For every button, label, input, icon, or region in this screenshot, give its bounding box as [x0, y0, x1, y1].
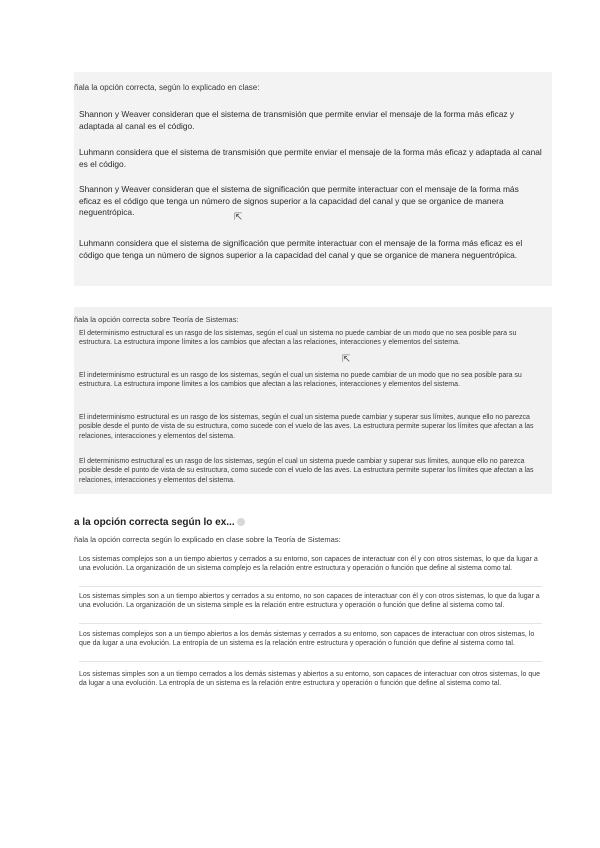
question-2-option-d[interactable]: El determinismo estructural es un rasgo de los sistemas, según el cual un sistema puede cambiar y superar sus límites, aunque ello no parezca posible desde el punto de vista de su estructura, como sucede con el vuelo de las aves. La estructura permite superar los límites que afectan a las relaciones, interacciones y elementos del sistema. — [79, 458, 534, 484]
question-1-option-d[interactable]: Luhmann considera que el sistema de significación que permite interactuar con el mensaje de la forma más eficaz es el código que tenga un número de signos superior a la capacidad del canal y que se organice de manera neguentrópica. — [79, 238, 523, 260]
question-1-prompt: ñala la opción correcta, según lo explicado en clase: — [74, 83, 260, 92]
question-2-option-c[interactable]: El indeterminismo estructural es un rasgo de los sistemas, según el cual un sistema puede cambiar y superar sus límites, aunque ello no parezca posible desde el punto de vista de su estructura, como sucede con el vuelo de las aves. La estructura permite superar los límites que afectan a las relaciones, interacciones y elementos del sistema. — [79, 414, 534, 440]
question-3-option-b[interactable]: Los sistemas simples son a un tiempo abiertos y cerrados a su entorno, no son capaces de interactuar con él y con otros sistemas, lo que da lugar a una evolución. La organización de un sistema simple es la relación entre estructura y operación o función que define al sistema como tal. — [79, 593, 540, 610]
question-2-option-a[interactable]: El determinismo estructural es un rasgo de los sistemas, según el cual un sistema no puede cambiar de un modo que no sea posible para su estructura. La estructura impone límites a los cambios que afectan a las relaciones, interacciones y elementos del sistema. — [79, 330, 517, 347]
option-divider — [79, 586, 542, 587]
question-3-card — [74, 508, 552, 698]
question-2-option-b[interactable]: El indeterminismo estructural es un rasgo de los sistemas, según el cual un sistema no puede cambiar de un modo que no sea posible para su estructura. La estructura impone límites a los cambios que afectan a las relaciones, interacciones y elementos del sistema. — [79, 372, 522, 389]
question-1-card — [74, 72, 552, 286]
mouse-pointer-icon: ⇱ — [342, 354, 351, 365]
option-divider — [79, 623, 542, 624]
question-3-option-a[interactable]: Los sistemas complejos son a un tiempo abiertos y cerrados a su entorno, son capaces de interactuar con él y con otros sistemas, lo que da lugar a una evolución. La organización de un sistema complejo es la relación entre estructura y operación o función que define al sistema como tal. — [79, 556, 538, 573]
question-2-card — [74, 307, 552, 494]
question-3-prompt: ñala la opción correcta según lo explicado en clase sobre la Teoría de Sistemas: — [74, 535, 341, 544]
question-3-title — [74, 517, 245, 528]
mouse-pointer-icon: ⇱ — [234, 212, 243, 223]
question-2-prompt: ñala la opción correcta sobre Teoría de Sistemas: — [74, 315, 239, 324]
question-1-option-a[interactable]: Shannon y Weaver consideran que el sistema de transmisión que permite enviar el mensaje de la forma más eficaz y adaptada al canal es el código. — [79, 109, 515, 131]
question-3-option-d[interactable]: Los sistemas simples son a un tiempo cerrados a los demás sistemas y abiertos a su entorno, son capaces de interactuar con otros sistemas, lo que da lugar a una evolución. La entropía de un sistema es la relación entre estructura y operación o función que define al sistema como tal. — [79, 671, 541, 688]
option-divider — [79, 661, 542, 662]
loading-dot-icon — [237, 518, 245, 526]
question-1-option-b[interactable]: Luhmann considera que el sistema de transmisión que permite enviar el mensaje de la forma más eficaz y adaptada al canal es el código. — [79, 147, 542, 169]
question-3-option-c[interactable]: Los sistemas complejos son a un tiempo abiertos a los demás sistemas y cerrados a su entorno, son capaces de interactuar con otros sistemas, lo que da lugar a una evolución. La entropía de un sistema es la relación entre estructura y operación o función que define al sistema como tal. — [79, 631, 535, 648]
question-3-title-text: a la opción correcta según lo ex... — [74, 517, 235, 528]
question-1-option-c[interactable]: Shannon y Weaver consideran que el sistema de significación que permite interactuar con el mensaje de la forma más eficaz es el código que tenga un número de signos superior a la capacidad del canal y que se organice de manera neguentrópica. — [79, 184, 519, 217]
